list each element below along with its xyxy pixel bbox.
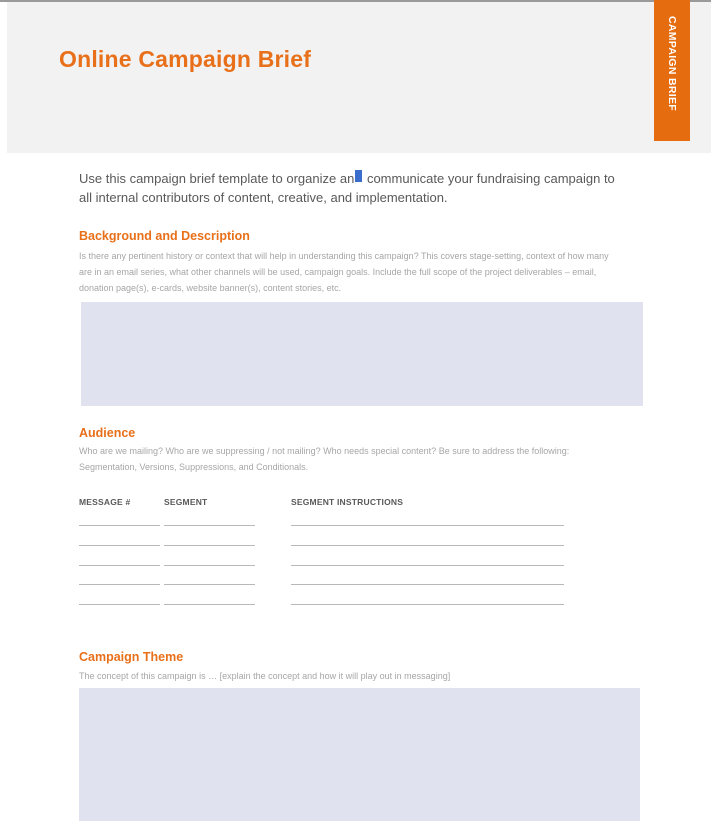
- segment-field[interactable]: [164, 584, 255, 585]
- intro-text-end: communicate your fundraising campaign to all internal contributors of content, creative, and implementation.: [79, 171, 615, 205]
- background-input-field[interactable]: [81, 302, 643, 406]
- background-description: Is there any pertinent history or context that will help in understanding this campaign? This covers stage-setting, context of how many are in an email series, what other channels will be used, campaign goals. Include the full scope of the project deliverables – email, donation page(s), e-cards, website banner(s), content stories, etc.: [79, 251, 609, 293]
- segment-field[interactable]: [164, 565, 255, 566]
- intro-text-start: Use this campaign brief template to organize an: [79, 171, 355, 186]
- intro-paragraph: [79, 169, 624, 207]
- message-number-field[interactable]: [79, 525, 160, 526]
- segment-instructions-field[interactable]: [291, 565, 564, 566]
- column-header-message-number: MESSAGE #: [79, 497, 131, 507]
- message-number-field[interactable]: [79, 545, 160, 546]
- segment-instructions-field[interactable]: [291, 604, 564, 605]
- header-band: [7, 2, 711, 153]
- background-heading: Background and Description: [79, 229, 250, 243]
- campaign-theme-heading: Campaign Theme: [79, 650, 184, 664]
- side-tab-label: CAMPAIGN BRIEF: [666, 16, 678, 112]
- audience-heading: Audience: [79, 426, 136, 440]
- segment-field[interactable]: [164, 604, 255, 605]
- text-cursor-highlight[interactable]: d: [355, 170, 362, 182]
- message-number-field[interactable]: [79, 584, 160, 585]
- segment-field[interactable]: [164, 525, 255, 526]
- segment-field[interactable]: [164, 545, 255, 546]
- campaign-brief-side-tab: [654, 0, 690, 141]
- segment-instructions-field[interactable]: [291, 584, 564, 585]
- column-header-segment: SEGMENT: [164, 497, 208, 507]
- audience-description: Who are we mailing? Who are we suppressing / not mailing? Who needs special content? Be sure to address the following: Segmentation, Versions, Suppressions, and Conditionals.: [79, 446, 570, 472]
- message-number-field[interactable]: [79, 604, 160, 605]
- campaign-theme-input-field[interactable]: [79, 688, 640, 821]
- segment-instructions-field[interactable]: [291, 525, 564, 526]
- segment-instructions-field[interactable]: [291, 545, 564, 546]
- document-title: Online Campaign Brief: [59, 46, 312, 72]
- message-number-field[interactable]: [79, 565, 160, 566]
- campaign-theme-description: The concept of this campaign is … [explain the concept and how it will play out in messaging]: [79, 671, 451, 681]
- column-header-segment-instructions: SEGMENT INSTRUCTIONS: [291, 497, 404, 507]
